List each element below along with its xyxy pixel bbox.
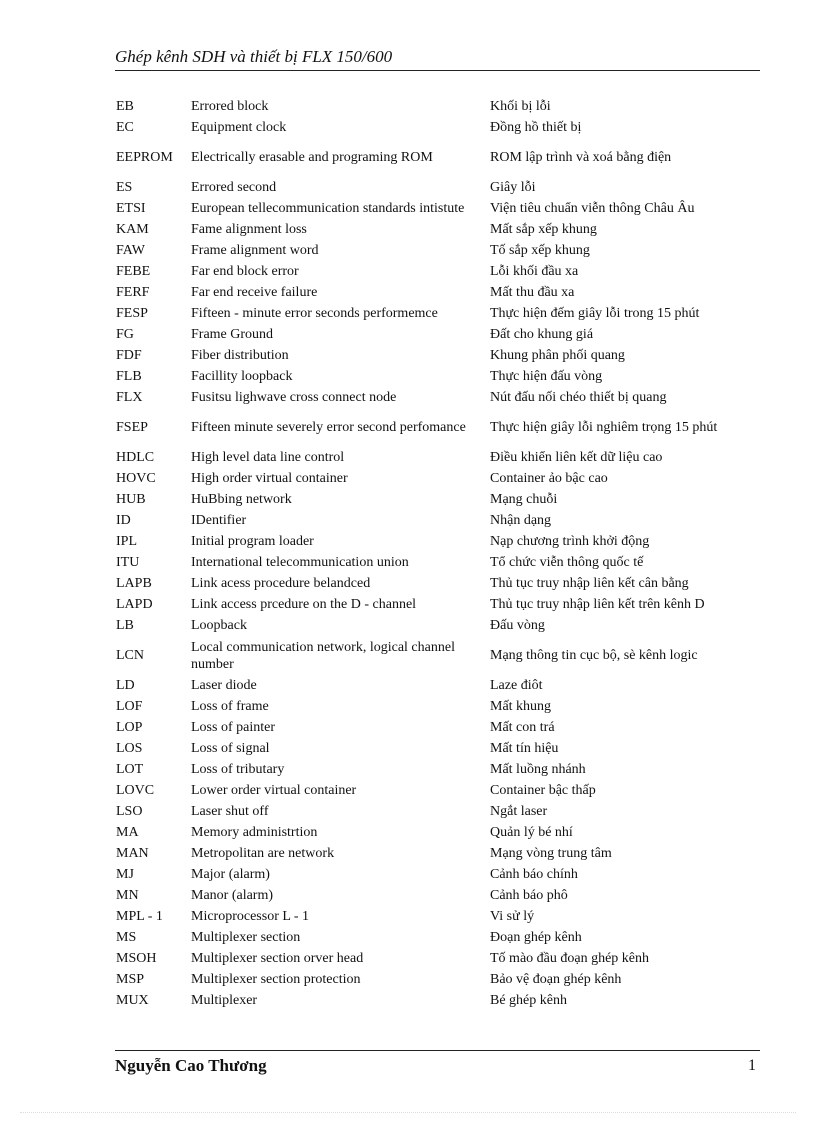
abbreviation-cell: MS <box>116 930 137 945</box>
english-term-cell: Memory administrtion <box>191 825 318 840</box>
vietnamese-term-cell: Cảnh báo phô <box>490 888 568 903</box>
abbreviation-cell: LAPD <box>116 597 153 612</box>
vietnamese-term-cell: Bảo vệ đoạn ghép kênh <box>490 972 622 987</box>
english-term-cell: Multiplexer section protection <box>191 972 361 987</box>
english-term-cell: Microprocessor L - 1 <box>191 909 310 924</box>
vietnamese-term-cell: Mất sắp xếp khung <box>490 222 597 237</box>
page-header-title: Ghép kênh SDH và thiết bị FLX 150/600 <box>115 47 393 66</box>
vietnamese-term-cell: Tố mào đầu đoạn ghép kênh <box>490 951 650 966</box>
table-row <box>116 636 760 675</box>
table-row <box>116 759 760 780</box>
vietnamese-term-cell: Mất tín hiệu <box>490 741 559 756</box>
english-term-cell: Frame Ground <box>191 327 274 342</box>
abbreviation-cell: ES <box>116 180 133 195</box>
english-term-cell: Errored block <box>191 99 269 114</box>
english-term-cell: Facillity loopback <box>191 369 293 384</box>
english-term-cell: High level data line control <box>191 450 345 465</box>
abbreviation-cell: HUB <box>116 492 146 507</box>
table-row <box>116 906 760 927</box>
english-term-cell: Far end receive failure <box>191 285 318 300</box>
vietnamese-term-cell: Mất luồng nhánh <box>490 762 586 777</box>
vietnamese-term-cell: Mất thu đầu xa <box>490 285 575 300</box>
english-term-cell: Errored second <box>191 180 277 195</box>
abbreviation-cell: MPL - 1 <box>116 909 163 924</box>
table-row <box>116 345 760 366</box>
abbreviation-cell: LB <box>116 618 134 633</box>
table-row <box>116 780 760 801</box>
vietnamese-term-cell: Đấu vòng <box>490 618 545 633</box>
abbreviation-cell: ID <box>116 513 131 528</box>
abbreviation-cell: FAW <box>116 243 145 258</box>
header-rule <box>115 70 760 71</box>
vietnamese-term-cell: Cảnh báo chính <box>490 867 578 882</box>
table-row <box>116 864 760 885</box>
english-term-cell: Laser shut off <box>191 804 269 819</box>
table-row <box>116 447 760 468</box>
table-row <box>116 177 760 198</box>
page-number: 1 <box>748 1057 756 1074</box>
table-row <box>116 198 760 219</box>
table-row <box>116 261 760 282</box>
abbreviation-cell: MSOH <box>116 951 157 966</box>
footer-author: Nguyễn Cao Thương <box>115 1056 267 1075</box>
english-term-cell: International telecommunication union <box>191 555 409 570</box>
abbreviation-cell: MAN <box>116 846 149 861</box>
vietnamese-term-cell: Đất cho khung giá <box>490 327 594 342</box>
table-row <box>116 738 760 759</box>
english-term-cell: Equipment clock <box>191 120 287 135</box>
vietnamese-term-cell: Vi sử lý <box>490 909 535 924</box>
vietnamese-term-cell: Thủ tục truy nhập liên kết trên kênh D <box>490 597 705 612</box>
table-row <box>116 387 760 408</box>
vietnamese-term-cell: Thực hiện đấu vòng <box>490 369 603 384</box>
abbreviation-cell: FSEP <box>116 420 148 435</box>
english-term-cell: Metropolitan are network <box>191 846 335 861</box>
table-row <box>116 408 760 447</box>
english-term-cell: Local communication network, logical channel number <box>191 639 455 672</box>
table-row <box>116 990 760 1011</box>
abbreviation-cell: EC <box>116 120 134 135</box>
vietnamese-term-cell: Mạng chuỗi <box>490 492 558 507</box>
table-row <box>116 696 760 717</box>
vietnamese-term-cell: Viện tiêu chuẩn viễn thông Châu Âu <box>490 201 695 216</box>
vietnamese-term-cell: Container bậc thấp <box>490 783 596 798</box>
vietnamese-term-cell: Đồng hồ thiết bị <box>490 120 582 135</box>
vietnamese-term-cell: Mất con trá <box>490 720 555 735</box>
vietnamese-term-cell: Tố sắp xếp khung <box>490 243 590 258</box>
page-bottom-border <box>20 1112 796 1113</box>
english-term-cell: Multiplexer section <box>191 930 301 945</box>
english-term-cell: Loss of tributary <box>191 762 285 777</box>
table-row <box>116 138 760 177</box>
table-row <box>116 822 760 843</box>
table-row <box>116 219 760 240</box>
english-term-cell: Fifteen - minute error seconds performemce <box>191 306 438 321</box>
vietnamese-term-cell: Laze điôt <box>490 678 543 693</box>
english-term-cell: Multiplexer <box>191 993 258 1008</box>
english-term-cell: Multiplexer section orver head <box>191 951 364 966</box>
abbreviation-cell: ITU <box>116 555 140 570</box>
english-term-cell: Electrically erasable and programing ROM <box>191 150 433 165</box>
vietnamese-term-cell: Ngắt laser <box>490 804 548 819</box>
abbreviation-cell: FDF <box>116 348 142 363</box>
abbreviation-cell: FEBE <box>116 264 151 279</box>
vietnamese-term-cell: Nút đấu nối chéo thiết bị quang <box>490 390 667 405</box>
table-row <box>116 948 760 969</box>
abbreviation-cell: LAPB <box>116 576 152 591</box>
abbreviation-cell: FLB <box>116 369 142 384</box>
table-row <box>116 468 760 489</box>
vietnamese-term-cell: Giây lỗi <box>490 180 536 195</box>
abbreviation-cell: FESP <box>116 306 148 321</box>
table-row <box>116 675 760 696</box>
abbreviation-cell: LOT <box>116 762 144 777</box>
vietnamese-term-cell: Mạng thông tin cục bộ, sè kênh logic <box>490 648 698 663</box>
vietnamese-term-cell: Tổ chức viễn thông quốc tế <box>490 555 644 570</box>
abbreviation-cell: MA <box>116 825 139 840</box>
vietnamese-term-cell: Điều khiển liên kết dữ liệu cao <box>490 450 663 465</box>
table-row <box>116 303 760 324</box>
abbreviation-cell: LCN <box>116 648 144 663</box>
abbreviation-cell: EB <box>116 99 134 114</box>
vietnamese-term-cell: Mạng vòng trung tâm <box>490 846 612 861</box>
english-term-cell: Manor (alarm) <box>191 888 274 903</box>
table-row <box>116 615 760 636</box>
abbreviation-cell: FLX <box>116 390 143 405</box>
english-term-cell: Fusitsu lighwave cross connect node <box>191 390 397 405</box>
table-row <box>116 366 760 387</box>
vietnamese-term-cell: Nhận dạng <box>490 513 552 528</box>
vietnamese-term-cell: Mất khung <box>490 699 552 714</box>
abbreviation-cell: FERF <box>116 285 150 300</box>
english-term-cell: Frame alignment word <box>191 243 319 258</box>
english-term-cell: Loopback <box>191 618 247 633</box>
table-row <box>116 282 760 303</box>
table-row <box>116 552 760 573</box>
table-row <box>116 969 760 990</box>
english-term-cell: HuBbing network <box>191 492 292 507</box>
table-row <box>116 531 760 552</box>
abbreviation-cell: HOVC <box>116 471 156 486</box>
abbreviation-cell: FG <box>116 327 134 342</box>
vietnamese-term-cell: Bé ghép kênh <box>490 993 567 1008</box>
table-row <box>116 885 760 906</box>
abbreviation-cell: HDLC <box>116 450 155 465</box>
english-term-cell: Initial program loader <box>191 534 314 549</box>
english-term-cell: Loss of signal <box>191 741 270 756</box>
abbreviation-cell: IPL <box>116 534 137 549</box>
vietnamese-term-cell: Khối bị lỗi <box>490 99 551 114</box>
english-term-cell: Fifteen minute severely error second perfomance <box>191 420 466 435</box>
vietnamese-term-cell: Container ảo bậc cao <box>490 471 608 486</box>
abbreviation-cell: KAM <box>116 222 149 237</box>
vietnamese-term-cell: Nạp chương trình khởi động <box>490 534 650 549</box>
abbreviation-cell: LSO <box>116 804 143 819</box>
english-term-cell: Link acess procedure belandced <box>191 576 371 591</box>
english-term-cell: European tellecommunication standards intistute <box>191 201 465 216</box>
footer-rule <box>115 1050 760 1051</box>
table-row <box>116 801 760 822</box>
english-term-cell: High order virtual container <box>191 471 348 486</box>
abbreviation-cell: LD <box>116 678 135 693</box>
english-term-cell: Major (alarm) <box>191 867 270 882</box>
vietnamese-term-cell: Lỗi khối đầu xa <box>490 264 579 279</box>
english-term-cell: Loss of frame <box>191 699 269 714</box>
table-row <box>116 240 760 261</box>
english-term-cell: IDentifier <box>191 513 247 528</box>
vietnamese-term-cell: Thủ tục truy nhập liên kết cân bằng <box>490 576 689 591</box>
abbreviation-cell: LOVC <box>116 783 155 798</box>
english-term-cell: Fiber distribution <box>191 348 289 363</box>
vietnamese-term-cell: Quản lý bé nhí <box>490 825 573 840</box>
abbreviation-cell: LOS <box>116 741 143 756</box>
vietnamese-term-cell: Khung phân phối quang <box>490 348 625 363</box>
abbreviation-cell: EEPROM <box>116 150 173 165</box>
abbreviation-cell: MUX <box>116 993 149 1008</box>
table-row <box>116 489 760 510</box>
english-term-cell: Far end block error <box>191 264 299 279</box>
english-term-cell: Laser diode <box>191 678 257 693</box>
abbreviation-cell: LOP <box>116 720 143 735</box>
english-term-cell: Lower order virtual container <box>191 783 357 798</box>
table-row <box>116 717 760 738</box>
english-term-cell: Fame alignment loss <box>191 222 307 237</box>
abbreviation-cell: MJ <box>116 867 134 882</box>
table-row <box>116 594 760 615</box>
table-row <box>116 117 760 138</box>
abbreviation-cell: MN <box>116 888 139 903</box>
table-row <box>116 843 760 864</box>
table-row <box>116 573 760 594</box>
english-term-cell: Link access prcedure on the D - channel <box>191 597 417 612</box>
vietnamese-term-cell: Đoạn ghép kênh <box>490 930 582 945</box>
table-row <box>116 927 760 948</box>
table-row <box>116 510 760 531</box>
vietnamese-term-cell: ROM lập trình và xoá bằng điện <box>490 150 672 165</box>
vietnamese-term-cell: Thực hiện đếm giây lỗi trong 15 phút <box>490 306 700 321</box>
abbreviation-table <box>116 96 760 1011</box>
english-term-cell: Loss of painter <box>191 720 275 735</box>
abbreviation-cell: LOF <box>116 699 143 714</box>
table-row <box>116 324 760 345</box>
abbreviation-cell: MSP <box>116 972 145 987</box>
table-row <box>116 96 760 117</box>
vietnamese-term-cell: Thực hiện giây lỗi nghiêm trọng 15 phút <box>490 420 718 435</box>
abbreviation-cell: ETSI <box>116 201 146 216</box>
